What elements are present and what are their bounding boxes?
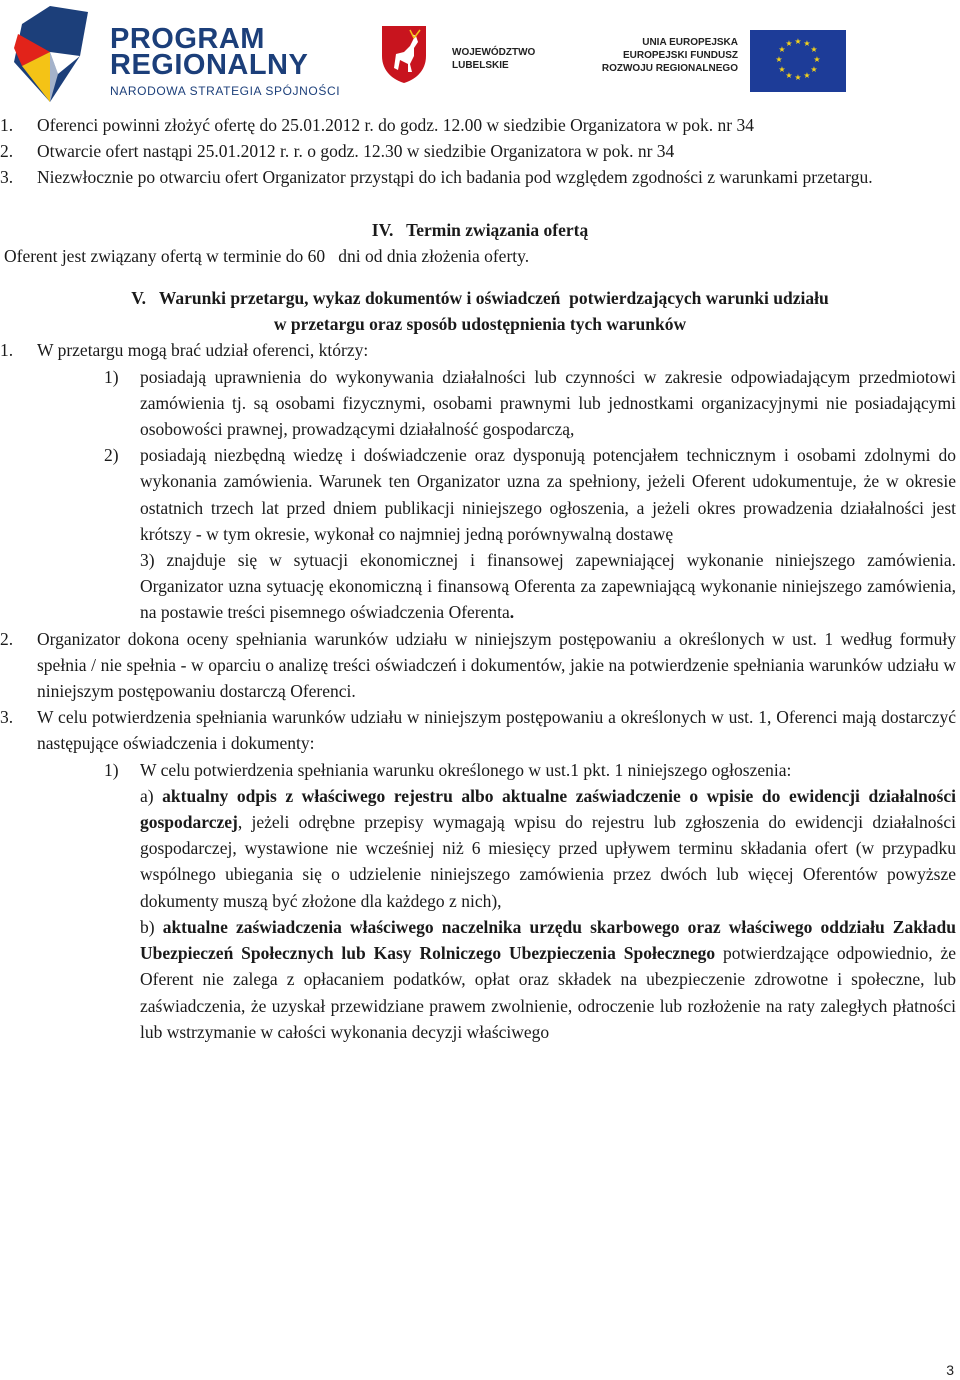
svg-text:★: ★ [794,73,802,82]
svg-text:★: ★ [778,65,786,74]
eu-fund-logo [588,30,854,90]
header-logos [0,0,960,108]
program-subtitle: NARODOWA STRATEGIA SPÓJNOŚCI [110,84,341,98]
sub-list-item [0,364,956,443]
section-v-heading: V. Warunki przetargu, wykaz dokumentów i oświadczeń potwierdzających warunki udziału [131,288,829,309]
program-line2: REGIONALNY [110,49,309,81]
svg-text:★: ★ [778,45,786,54]
section-v-heading-line2: w przetargu oraz sposób udostępnienia tych warunków [273,314,687,335]
eu-line2: EUROPEJSKI FUNDUSZ [622,50,738,61]
sub-list-number: 1) [104,366,119,387]
svg-text:★: ★ [785,71,793,80]
list-number: 3. [0,167,14,188]
sub-point-b [0,914,956,1045]
list-text: Oferenci powinni złożyć ofertę do 25.01.2012 r. do godz. 12.00 w siedzibie Organizatora w pok. nr 34 [37,115,754,135]
sub-list-number: 1) [104,759,119,780]
point-bold-text: aktualne zaświadczenia właściwego naczelnika urzędu skarbowego oraz właściwego oddziału Zakładu Ubezpieczeń Społecznych lub Kasy Rolniczego Ubezpieczenia Społecznego [140,916,957,964]
svg-text:★: ★ [813,55,821,64]
sub-point-a [0,783,956,914]
list-text: Organizator dokona oceny spełniania warunków udziału w niniejszym postępowaniu a określonych w ust. 1 według formuły spełnia / nie spełnia - w oparciu o analizę treści oświadczeń i dokumentów, jakie na potwierdzenie spełniania warunków udziału w niniejszym postępowaniu dostarczą Oferenci. [37,628,956,702]
sub-list-text: posiadają niezbędną wiedzę i doświadczenie oraz dysponują potencjałem technicznym i osobami zdolnymi do wykonania zamówienia. Warunek ten Organizator uzna za spełniony, jeżeli Oferent udokumentuje, że w okresie ostatnich trzech lat przed dniem publikacji niniejszego ogłoszenia, a jeżeli okres prowadzenia działalności jest krótszy - w tym okresie, wykonał co najmniej jedną porównywalną dostawę [140,445,956,544]
lubelskie-coat-of-arms-icon [380,24,428,84]
list-number: 2. [0,141,14,162]
list-item [0,112,960,138]
svg-text:★: ★ [810,65,818,74]
eu-line3: ROZWOJU REGIONALNEGO [601,63,738,74]
sub-list-text: 3) znajduje się w sytuacji ekonomicznej i finansowej zapewniającej wykonanie niniejszego zamówienia. Organizator uzna sytuację ekonomiczną i finansową Oferenta za zapewniającą wykonanie niniejszego zamówienia, na postawie treści pisemnego oświadczenia Oferenta [140,550,956,623]
svg-text:★: ★ [785,39,793,48]
svg-text:★: ★ [803,39,811,48]
list-text: W przetargu mogą brać udział oferenci, którzy: [37,340,369,361]
document-body [0,112,960,1045]
eu-flag-icon [750,30,846,92]
list-item [0,626,956,705]
eu-text [588,36,738,75]
list-number: 1. [0,115,14,135]
sub-list-number: 2) [104,445,119,466]
list-item [0,164,959,190]
point-letter: a) [140,785,163,806]
wojewodztwo-text [452,46,535,72]
woj-line1: WOJEWÓDZTWO [452,47,536,58]
svg-text:★: ★ [794,37,802,46]
woj-line2: LUBELSKIE [452,60,509,71]
list-item [0,704,956,756]
eu-line1: UNIA EUROPEJSKA [642,37,738,48]
section-iv-text: Oferent jest związany ofertą w terminie do 60 dni od dnia złożenia oferty. [4,245,530,266]
program-star-icon [10,4,90,104]
sub-list-item [0,442,956,547]
svg-text:★: ★ [810,45,818,54]
wojewodztwo-lubelskie-logo [380,24,580,84]
sub-list-text-end: . [509,602,515,623]
program-line1: PROGRAM [110,23,265,55]
list-number: 2. [0,628,14,649]
list-number: 1. [0,340,14,361]
list-text: Otwarcie ofert nastąpi 25.01.2012 r. r. o godz. 12.30 w siedzibie Organizatora w pok. nr 34 [37,141,675,162]
sub-list-item [0,547,956,626]
sub-list-item [0,757,956,783]
svg-text:★: ★ [803,71,811,80]
program-title [110,23,309,81]
list-text: W celu potwierdzenia spełniania warunków udziału w niniejszym postępowaniu a określonych w ust. 1, Oferenci mają dostarczyć następujące oświadczenia i dokumenty: [37,707,956,754]
point-text: , jeżeli odrębne przepisy wymagają wpisu do rejestru lub zgłoszenia do ewidencji działalności gospodarczej, wystawione nie wcześniej niż 6 miesięcy przed upływem terminu składania ofert (w przypadku wspólnego ubiegania się o udzielenie niniejszego zamówienia przez dwóch lub więcej Oferentów powyższe dokumenty muszą być złożone dla każdego z nich), [140,812,956,911]
list-number: 3. [0,707,14,728]
list-item [0,337,960,363]
list-text: Niezwłocznie po otwarciu ofert Organizator przystąpi do ich badania pod względem zgodności z warunkami przetargu. [37,167,873,188]
program-regionalny-logo [10,4,341,104]
page-number: 3 [946,1362,954,1378]
point-bold-text: aktualny odpis z właściwego rejestru albo aktualne zaświadczenie o wpisie do ewidencji działalności gospodarczej [140,785,956,833]
list-item [0,138,960,164]
section-iv-heading: IV. Termin związania ofertą [371,219,589,240]
point-letter: b) [140,916,163,937]
point-text: potwierdzające odpowiednio, że Oferent nie zalega z opłacaniem podatków, opłat oraz składek na ubezpieczenie zdrowotne i społeczne, lub zaświadczenia, że uzyskał przewidziane prawem zwolnienie, odroczenie lub rozłożenie na raty zaległych płatności lub wstrzymanie w całości wykonania decyzji właściwego [140,943,956,1042]
svg-text:★: ★ [775,55,783,64]
sub-list-text: W celu potwierdzenia spełniania warunku określonego w ust.1 pkt. 1 niniejszego ogłoszenia: [140,759,792,780]
sub-list-text: posiadają uprawnienia do wykonywania działalności lub czynności w zakresie odpowiadającym przedmiotowi zamówienia tj. są osobami fizycznymi, osobami prawnymi lub jednostkami organizacyjnymi nie posiadającymi osobowości prawnej, prowadzącymi działalność gospodarczą, [140,366,956,440]
